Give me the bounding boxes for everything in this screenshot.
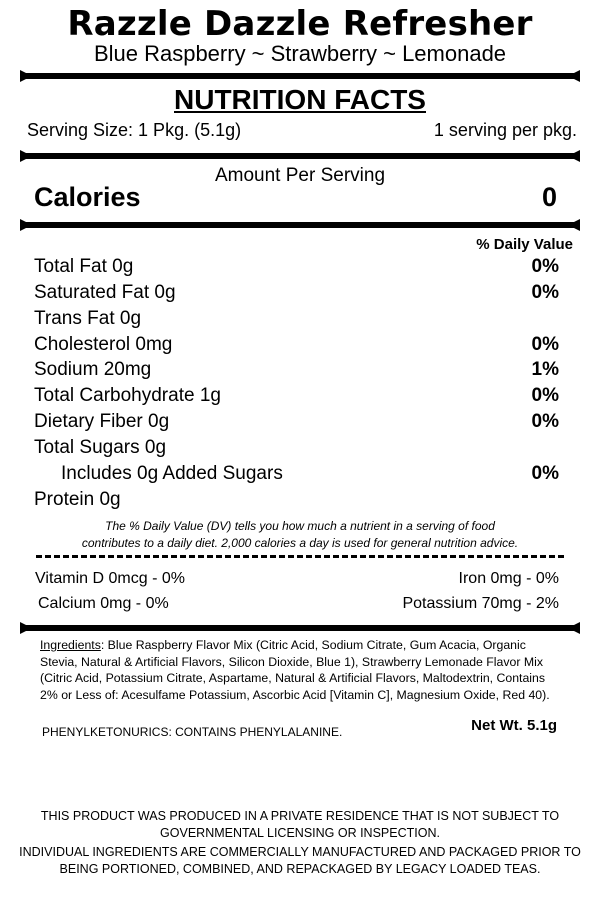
footnote-line-2: contributes to a daily diet. 2,000 calories a day is used for general nutrition advice. xyxy=(81,536,519,550)
nutrient-name: Protein 0g xyxy=(34,489,121,510)
pku-warning: PHENYLKETONURICS: CONTAINS PHENYLALANINE. xyxy=(42,725,343,739)
disclaimer-ingredients-source xyxy=(0,844,600,878)
product-flavors: Blue Raspberry ~ Strawberry ~ Lemonade xyxy=(93,41,507,66)
nutrient-name: Cholesterol 0mg xyxy=(34,334,173,355)
disclaimer-line-4: BEING PORTIONED, COMBINED, AND REPACKAGED BY LEGACY LOADED TEAS. xyxy=(59,862,541,876)
nutrient-row-total-carbohydrate xyxy=(34,385,559,409)
nutrient-name: Saturated Fat 0g xyxy=(34,282,176,303)
nutrient-name: Total Sugars 0g xyxy=(34,437,167,458)
divider-rule-calories xyxy=(22,222,578,228)
daily-value-footnote xyxy=(0,518,600,552)
ingredients-label: Ingredients xyxy=(40,638,101,652)
divider-rule-vitamins xyxy=(22,625,578,631)
nutrient-row-cholesterol xyxy=(34,334,559,358)
disclaimer-line-2: GOVERNMENTAL LICENSING OR INSPECTION. xyxy=(160,826,440,840)
nutrient-row-sodium xyxy=(34,359,559,383)
vitamin-d: Vitamin D 0mcg - 0% xyxy=(35,570,185,587)
nutrient-name: Total Fat 0g xyxy=(34,256,134,277)
calories-label: Calories xyxy=(34,182,141,212)
daily-value-header: % Daily Value xyxy=(476,236,573,253)
servings-per-package: 1 serving per pkg. xyxy=(433,120,577,140)
nutrient-daily-value: 1% xyxy=(531,359,559,380)
nutrient-name: Sodium 20mg xyxy=(34,359,152,380)
ingredients-text xyxy=(40,637,560,704)
nutrient-name: Dietary Fiber 0g xyxy=(34,411,170,432)
nutrient-row-added-sugars xyxy=(34,463,559,487)
nutrient-row-saturated-fat xyxy=(34,282,559,306)
disclaimer-private-residence xyxy=(0,808,600,842)
nutrient-row-protein xyxy=(34,489,559,513)
nutrient-daily-value: 0% xyxy=(531,385,559,406)
nutrient-daily-value: 0% xyxy=(531,282,559,303)
divider-rule-serving xyxy=(22,153,578,159)
ingredients-list: : Blue Raspberry Flavor Mix (Citric Acid, Sodium Citrate, Gum Acacia, Organic Stevia, Natural & Artificial Flavors, Silicon Dioxide, Blue 1), Strawberry Lemonade Flavor Mix (Citric Acid, Potassium Citrate, Aspartame, Natural & Artificial Flavors, Maltodextrin, Contains 2% or Less of: Acesulfame Potassium, Ascorbic Acid [Vitamin C], Magnesium Oxide, Red 40). xyxy=(40,638,550,703)
serving-size: Serving Size: 1 Pkg. (5.1g) xyxy=(27,120,242,140)
net-weight: Net Wt. 5.1g xyxy=(471,717,557,734)
nutrient-name: Includes 0g Added Sugars xyxy=(61,463,283,484)
nutrient-row-trans-fat xyxy=(34,308,559,332)
iron: Iron 0mg - 0% xyxy=(458,570,559,587)
divider-rule-top xyxy=(22,73,578,79)
nutrient-daily-value: 0% xyxy=(531,411,559,432)
footnote-line-1: The % Daily Value (DV) tells you how much a nutrient in a serving of food xyxy=(105,519,495,533)
calcium: Calcium 0mg - 0% xyxy=(38,595,169,612)
nutrient-row-total-fat xyxy=(34,256,559,280)
nutrient-row-dietary-fiber xyxy=(34,411,559,435)
nutrient-daily-value: 0% xyxy=(531,463,559,484)
disclaimer-line-1: THIS PRODUCT WAS PRODUCED IN A PRIVATE RESIDENCE THAT IS NOT SUBJECT TO xyxy=(40,809,560,823)
dashed-divider xyxy=(36,555,564,558)
product-title: Razzle Dazzle Refresher xyxy=(67,4,533,44)
nutrient-daily-value: 0% xyxy=(531,256,559,277)
nutrient-row-total-sugars xyxy=(34,437,559,461)
amount-per-serving: Amount Per Serving xyxy=(214,165,386,186)
nutrient-name: Trans Fat 0g xyxy=(34,308,142,329)
calories-value: 0 xyxy=(541,182,557,212)
disclaimer-line-3: INDIVIDUAL INGREDIENTS ARE COMMERCIALLY MANUFACTURED AND PACKAGED PRIOR TO xyxy=(19,845,581,859)
nutrition-facts-heading: NUTRITION FACTS xyxy=(174,84,426,115)
potassium: Potassium 70mg - 2% xyxy=(402,595,559,612)
nutrient-daily-value: 0% xyxy=(531,334,559,355)
nutrient-name: Total Carbohydrate 1g xyxy=(34,385,221,406)
